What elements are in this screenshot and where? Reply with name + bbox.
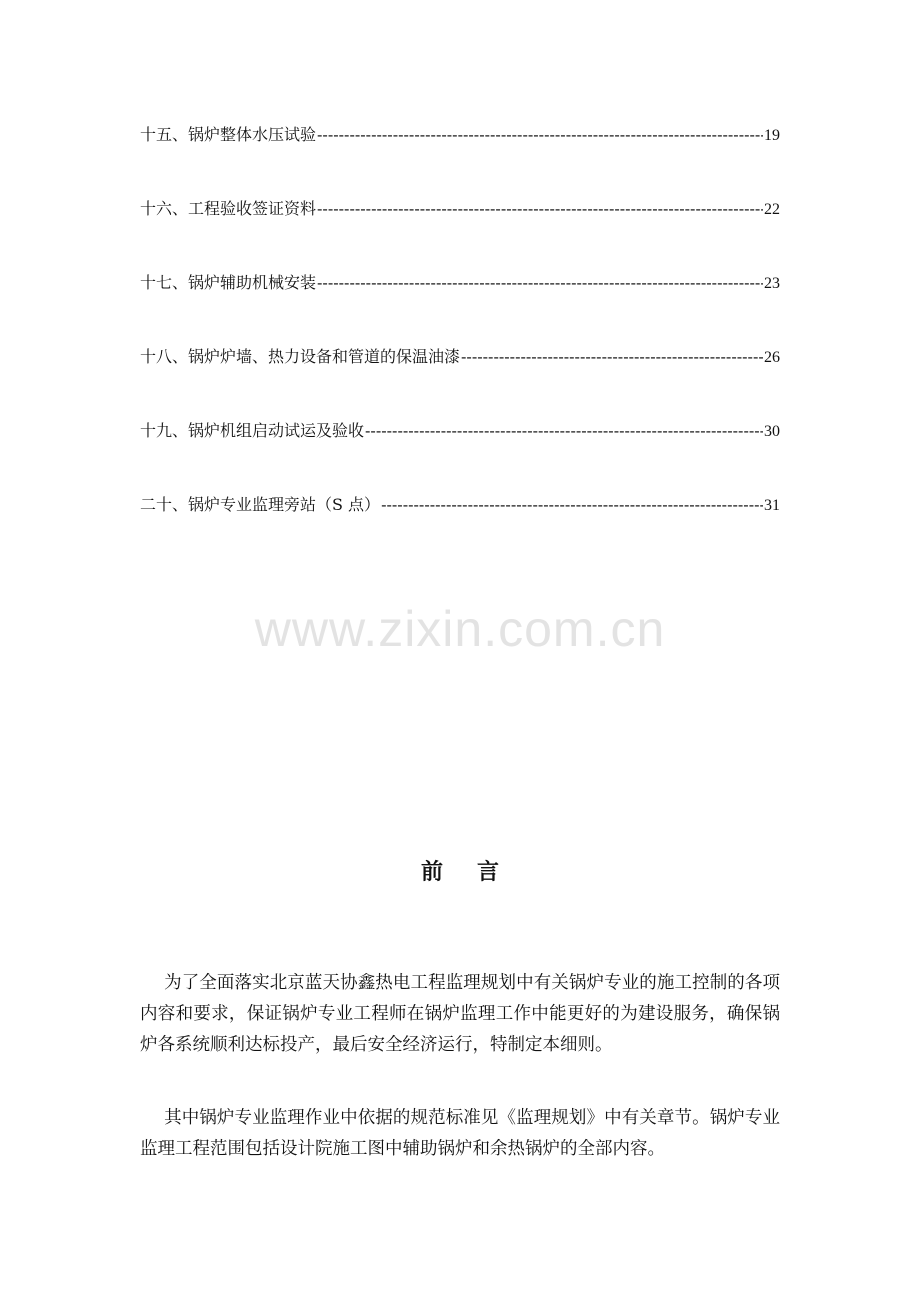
toc-entry-page: 23: [764, 275, 780, 292]
toc-entry[interactable]: [140, 342, 780, 416]
toc-entry[interactable]: [140, 120, 780, 194]
toc-entry-title: 十九、锅炉机组启动试运及验收: [140, 421, 365, 440]
toc-entry[interactable]: [140, 268, 780, 342]
toc-entry[interactable]: [140, 416, 780, 490]
toc-leader-dots: [381, 490, 763, 520]
toc-entry-title: 十八、锅炉炉墙、热力设备和管道的保温油漆: [140, 347, 461, 366]
preface-paragraph: [140, 968, 780, 1061]
toc-leader-dots: [365, 416, 763, 446]
toc-leader-dots: [317, 194, 763, 224]
toc-entry-page: 30: [764, 423, 780, 440]
preface-paragraph-text: 其中锅炉专业监理作业中依据的规范标准见《监理规划》中有关章节。锅炉专业监理工程范围包括设计院施工图中辅助锅炉和余热锅炉的全部内容。: [140, 1107, 780, 1159]
toc-leader-dots: [461, 342, 763, 372]
toc-entry[interactable]: [140, 194, 780, 268]
watermark: www.zixin.com.cn: [254, 601, 666, 657]
preface-paragraph: [140, 1103, 780, 1165]
toc-entry-title: 十五、锅炉整体水压试验: [140, 125, 317, 144]
table-of-contents: [140, 120, 780, 564]
toc-entry-title: 二十、锅炉专业监理旁站（S 点）: [140, 495, 381, 514]
toc-entry-page: 26: [764, 349, 780, 366]
preface-paragraph-text: 为了全面落实北京蓝天协鑫热电工程监理规划中有关锅炉专业的施工控制的各项内容和要求，保证锅炉专业工程师在锅炉监理工作中能更好的为建设服务，确保锅炉各系统顺利达标投产，最后安全经济运行，特制定本细则。: [140, 972, 780, 1055]
toc-entry-page: 19: [764, 127, 780, 144]
toc-leader-dots: [317, 120, 763, 150]
toc-entry-page: 22: [764, 201, 780, 218]
toc-entry[interactable]: [140, 490, 780, 564]
preface-title: 前言: [420, 859, 533, 885]
toc-entry-page: 31: [764, 497, 780, 514]
toc-entry-title: 十七、锅炉辅助机械安装: [140, 273, 317, 292]
toc-entry-title: 十六、工程验收签证资料: [140, 199, 317, 218]
toc-leader-dots: [317, 268, 763, 298]
